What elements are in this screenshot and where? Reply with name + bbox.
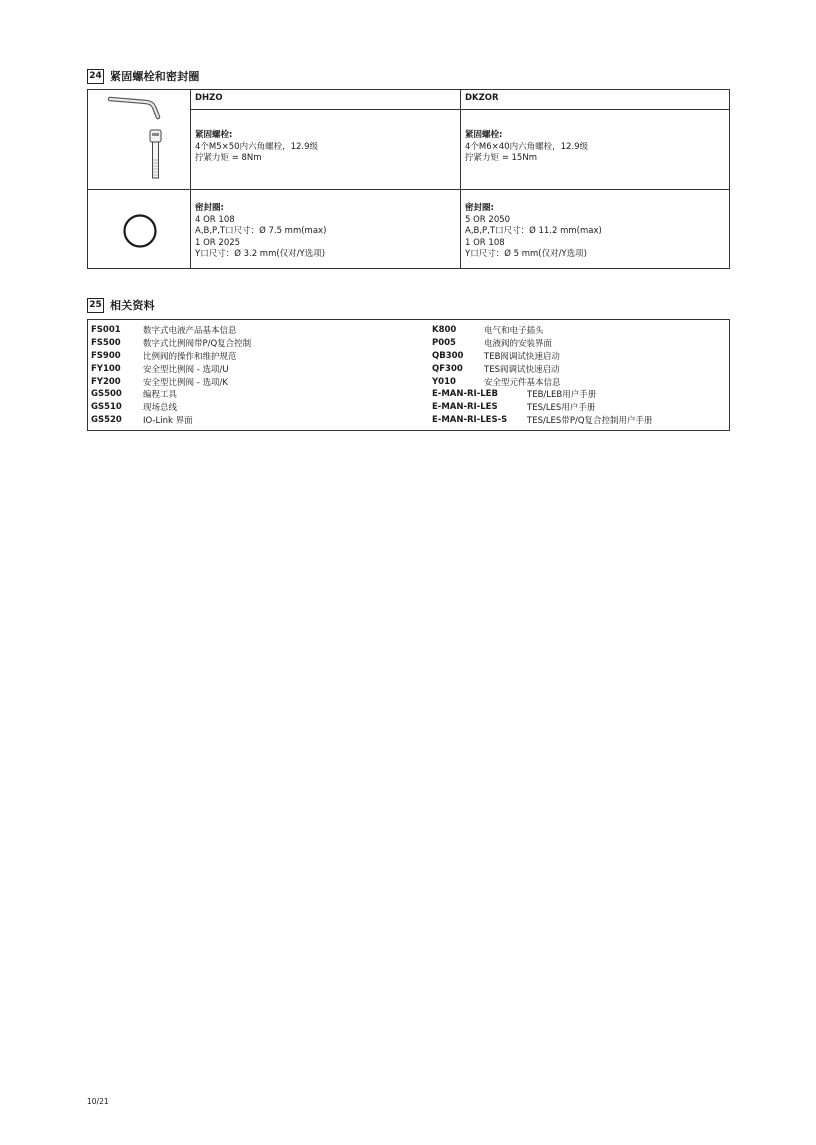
list-item bbox=[432, 375, 653, 388]
doc-code: K800 bbox=[432, 325, 457, 336]
related-documents-right bbox=[432, 324, 653, 426]
list-item bbox=[432, 414, 653, 427]
doc-code: GS500 bbox=[91, 389, 122, 400]
bolts-torque: 拧紧力矩 = 15Nm bbox=[465, 153, 537, 163]
list-item bbox=[91, 375, 251, 388]
bolts-label: 紧固螺栓: bbox=[195, 130, 233, 140]
doc-desc: 电液阀的安装界面 bbox=[484, 339, 553, 350]
section-title: 相关资料 bbox=[110, 299, 155, 312]
list-item bbox=[432, 362, 653, 375]
doc-desc: 安全型元件基本信息 bbox=[484, 377, 561, 388]
doc-code: QF300 bbox=[432, 363, 463, 374]
list-item bbox=[432, 401, 653, 414]
doc-desc: TEB/LEB用户手册 bbox=[527, 390, 597, 401]
list-item bbox=[91, 350, 251, 363]
port-size: A,B,P,T口尺寸：Ø 7.5 mm(max) bbox=[195, 226, 327, 236]
related-documents-box bbox=[87, 319, 730, 431]
section-number: 25 bbox=[87, 298, 104, 313]
doc-desc: 编程工具 bbox=[143, 390, 178, 401]
section-25-heading bbox=[87, 297, 155, 313]
dkzor-bolts-cell bbox=[461, 110, 730, 190]
bolts-torque: 拧紧力矩 = 8Nm bbox=[195, 153, 262, 163]
doc-code: Y010 bbox=[432, 376, 456, 387]
list-item bbox=[91, 337, 251, 350]
bolts-image-cell bbox=[88, 90, 191, 190]
seal-y: 1 OR 2025 bbox=[195, 237, 241, 248]
page-number: 10/21 bbox=[87, 1097, 109, 1106]
list-item bbox=[91, 388, 251, 401]
seal-y: 1 OR 108 bbox=[465, 237, 505, 248]
bolts-seals-table bbox=[87, 89, 730, 269]
dhzo-bolts-cell bbox=[191, 110, 461, 190]
doc-code: GS510 bbox=[91, 402, 122, 413]
doc-desc: TES/LES用户手册 bbox=[527, 403, 596, 414]
dhzo-seals-cell bbox=[191, 190, 461, 269]
seals-image-cell bbox=[88, 190, 191, 269]
doc-code: E-MAN-RI-LEB bbox=[432, 389, 498, 400]
seal-main: 4 OR 108 bbox=[195, 214, 235, 225]
doc-desc: TES/LES带P/Q复合控制用户手册 bbox=[527, 415, 653, 426]
seal-main: 5 OR 2050 bbox=[465, 214, 511, 225]
port-size: A,B,P,T口尺寸：Ø 11.2 mm(max) bbox=[465, 226, 602, 236]
list-item bbox=[432, 388, 653, 401]
doc-code: FS900 bbox=[91, 350, 121, 361]
bolts-spec: 4个M5×50内六角螺栓，12.9级 bbox=[195, 141, 319, 152]
doc-code: GS520 bbox=[91, 414, 122, 425]
y-port-size: Y口尺寸：Ø 5 mm(仅对/Y选项) bbox=[465, 249, 587, 259]
list-item bbox=[91, 324, 251, 337]
doc-code: E-MAN-RI-LES-S bbox=[432, 414, 508, 425]
section-number: 24 bbox=[87, 69, 104, 84]
list-item bbox=[432, 350, 653, 363]
seals-label: 密封圈: bbox=[465, 203, 494, 213]
doc-desc: TEB阀调试快速启动 bbox=[484, 351, 560, 362]
y-port-size: Y口尺寸：Ø 3.2 mm(仅对/Y选项) bbox=[195, 249, 326, 259]
doc-code: FY200 bbox=[91, 376, 121, 387]
doc-code: QB300 bbox=[432, 350, 464, 361]
doc-desc: 安全型比例阀 - 选项/U bbox=[143, 364, 229, 375]
list-item bbox=[432, 337, 653, 350]
seals-label: 密封圈: bbox=[195, 203, 224, 213]
doc-desc: 安全型比例阀 - 选项/K bbox=[143, 377, 228, 388]
doc-code: FS500 bbox=[91, 338, 121, 349]
doc-desc: 电气和电子插头 bbox=[484, 326, 544, 337]
related-documents-left bbox=[91, 324, 251, 426]
doc-code: P005 bbox=[432, 338, 456, 349]
doc-desc: 比例阀的操作和维护规范 bbox=[143, 351, 237, 362]
list-item bbox=[91, 401, 251, 414]
section-title: 紧固螺栓和密封圈 bbox=[110, 70, 200, 83]
header-dkzor: DKZOR bbox=[461, 90, 730, 110]
doc-desc: IO-Link 界面 bbox=[143, 415, 193, 426]
doc-desc: 数字式电液产品基本信息 bbox=[143, 326, 237, 337]
doc-desc: TES阀调试快速启动 bbox=[484, 364, 560, 375]
bolts-label: 紧固螺栓: bbox=[465, 130, 503, 140]
doc-desc: 现场总线 bbox=[143, 403, 178, 414]
doc-code: E-MAN-RI-LES bbox=[432, 402, 498, 413]
doc-code: FS001 bbox=[91, 325, 121, 336]
list-item bbox=[91, 414, 251, 427]
dkzor-seals-cell bbox=[461, 190, 730, 269]
header-dhzo: DHZO bbox=[191, 90, 461, 110]
list-item bbox=[432, 324, 653, 337]
bolt-icon bbox=[88, 90, 191, 188]
section-24-heading bbox=[87, 68, 200, 84]
doc-code: FY100 bbox=[91, 363, 121, 374]
doc-desc: 数字式比例阀带P/Q复合控制 bbox=[143, 339, 252, 350]
o-ring-icon bbox=[88, 190, 191, 269]
bolts-spec: 4个M6×40内六角螺栓，12.9级 bbox=[465, 141, 589, 152]
list-item bbox=[91, 362, 251, 375]
